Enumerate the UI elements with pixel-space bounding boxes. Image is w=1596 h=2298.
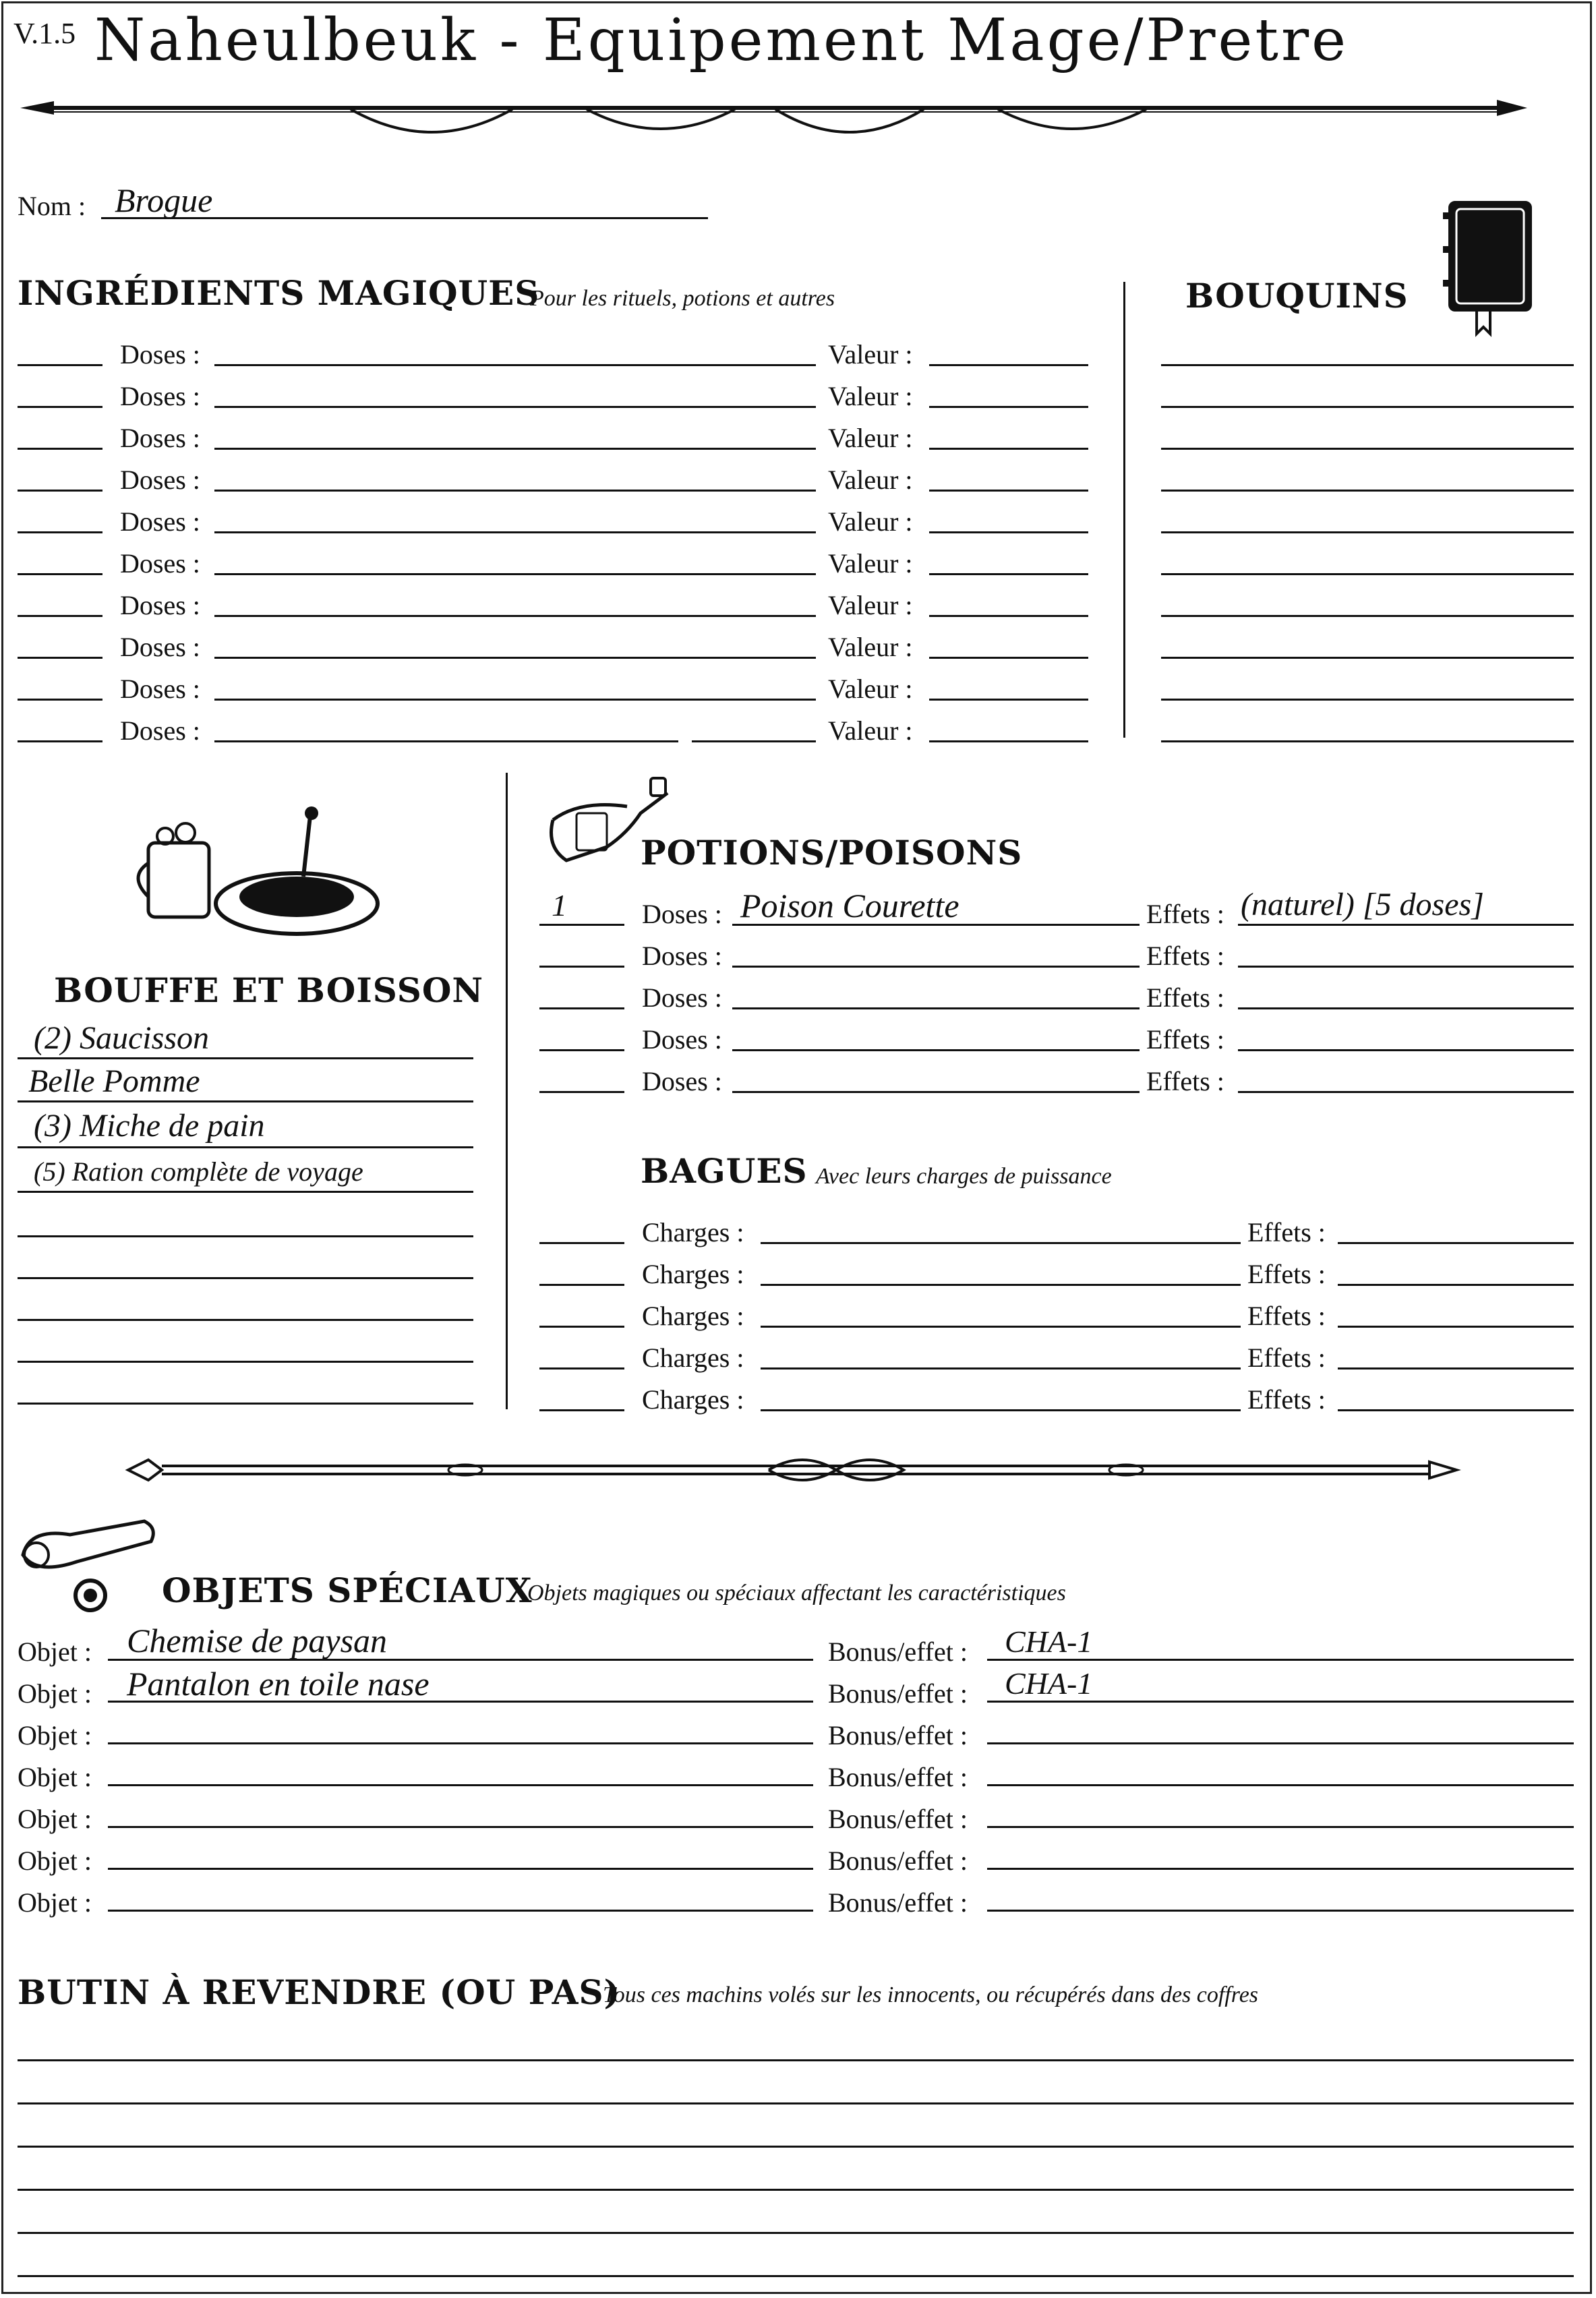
nom-label: Nom : [18,191,86,221]
objets-title: OBJETS SPÉCIAUX [162,1570,533,1610]
valeur-label: Valeur : [828,506,913,537]
valeur-label: Valeur : [828,423,913,453]
ingredients-subtitle: Pour les rituels, potions et autres [530,286,835,311]
doses-label: Doses : [120,465,200,495]
staff-divider-icon [128,1443,1463,1497]
doses-label: Doses : [120,423,200,453]
butin-title: BUTIN À REVENDRE (OU PAS) [18,1972,621,2012]
middle-separator [506,773,508,1409]
valeur-label: Valeur : [828,465,913,495]
bagues-title: BAGUES [641,1151,808,1191]
doses-label: Doses : [120,632,200,662]
bouffe-title: BOUFFE ET BOISSON [54,970,484,1010]
ingredients-title: INGRÉDIENTS MAGIQUES [18,273,540,313]
page-title: Naheulbeuk - Equipement Mage/Pretre [94,7,1349,74]
bouquins-separator [1123,282,1125,738]
nom-field[interactable]: Brogue [115,181,213,219]
valeur-label: Valeur : [828,339,913,370]
spear-divider-icon [13,81,1531,148]
doses-label: Doses : [120,506,200,537]
potions-title: POTIONS/POISONS [641,833,1023,873]
doses-label: Doses : [120,674,200,704]
bouquins-title: BOUQUINS [1185,276,1409,316]
valeur-label: Valeur : [828,548,913,579]
doses-label: Doses : [120,590,200,620]
scroll-ring-icon [16,1508,165,1622]
bagues-subtitle: Avec leurs charges de puissance [816,1164,1112,1189]
doses-label: Doses : [120,381,200,411]
doses-label: Doses : [120,715,200,746]
book-icon [1436,196,1544,337]
valeur-label: Valeur : [828,632,913,662]
food-illustration-icon [135,802,378,944]
version-label: V.1.5 [13,17,76,50]
valeur-label: Valeur : [828,715,913,746]
doses-label: Doses : [120,548,200,579]
butin-subtitle: Tous ces machins volés sur les innocents, ou récupérés dans des coffres [603,1982,1259,2007]
valeur-label: Valeur : [828,674,913,704]
valeur-label: Valeur : [828,590,913,620]
objets-subtitle: Objets magiques ou spéciaux affectant les caractéristiques [527,1581,1066,1605]
nom-underline [101,217,708,219]
doses-label: Doses : [120,339,200,370]
valeur-label: Valeur : [828,381,913,411]
